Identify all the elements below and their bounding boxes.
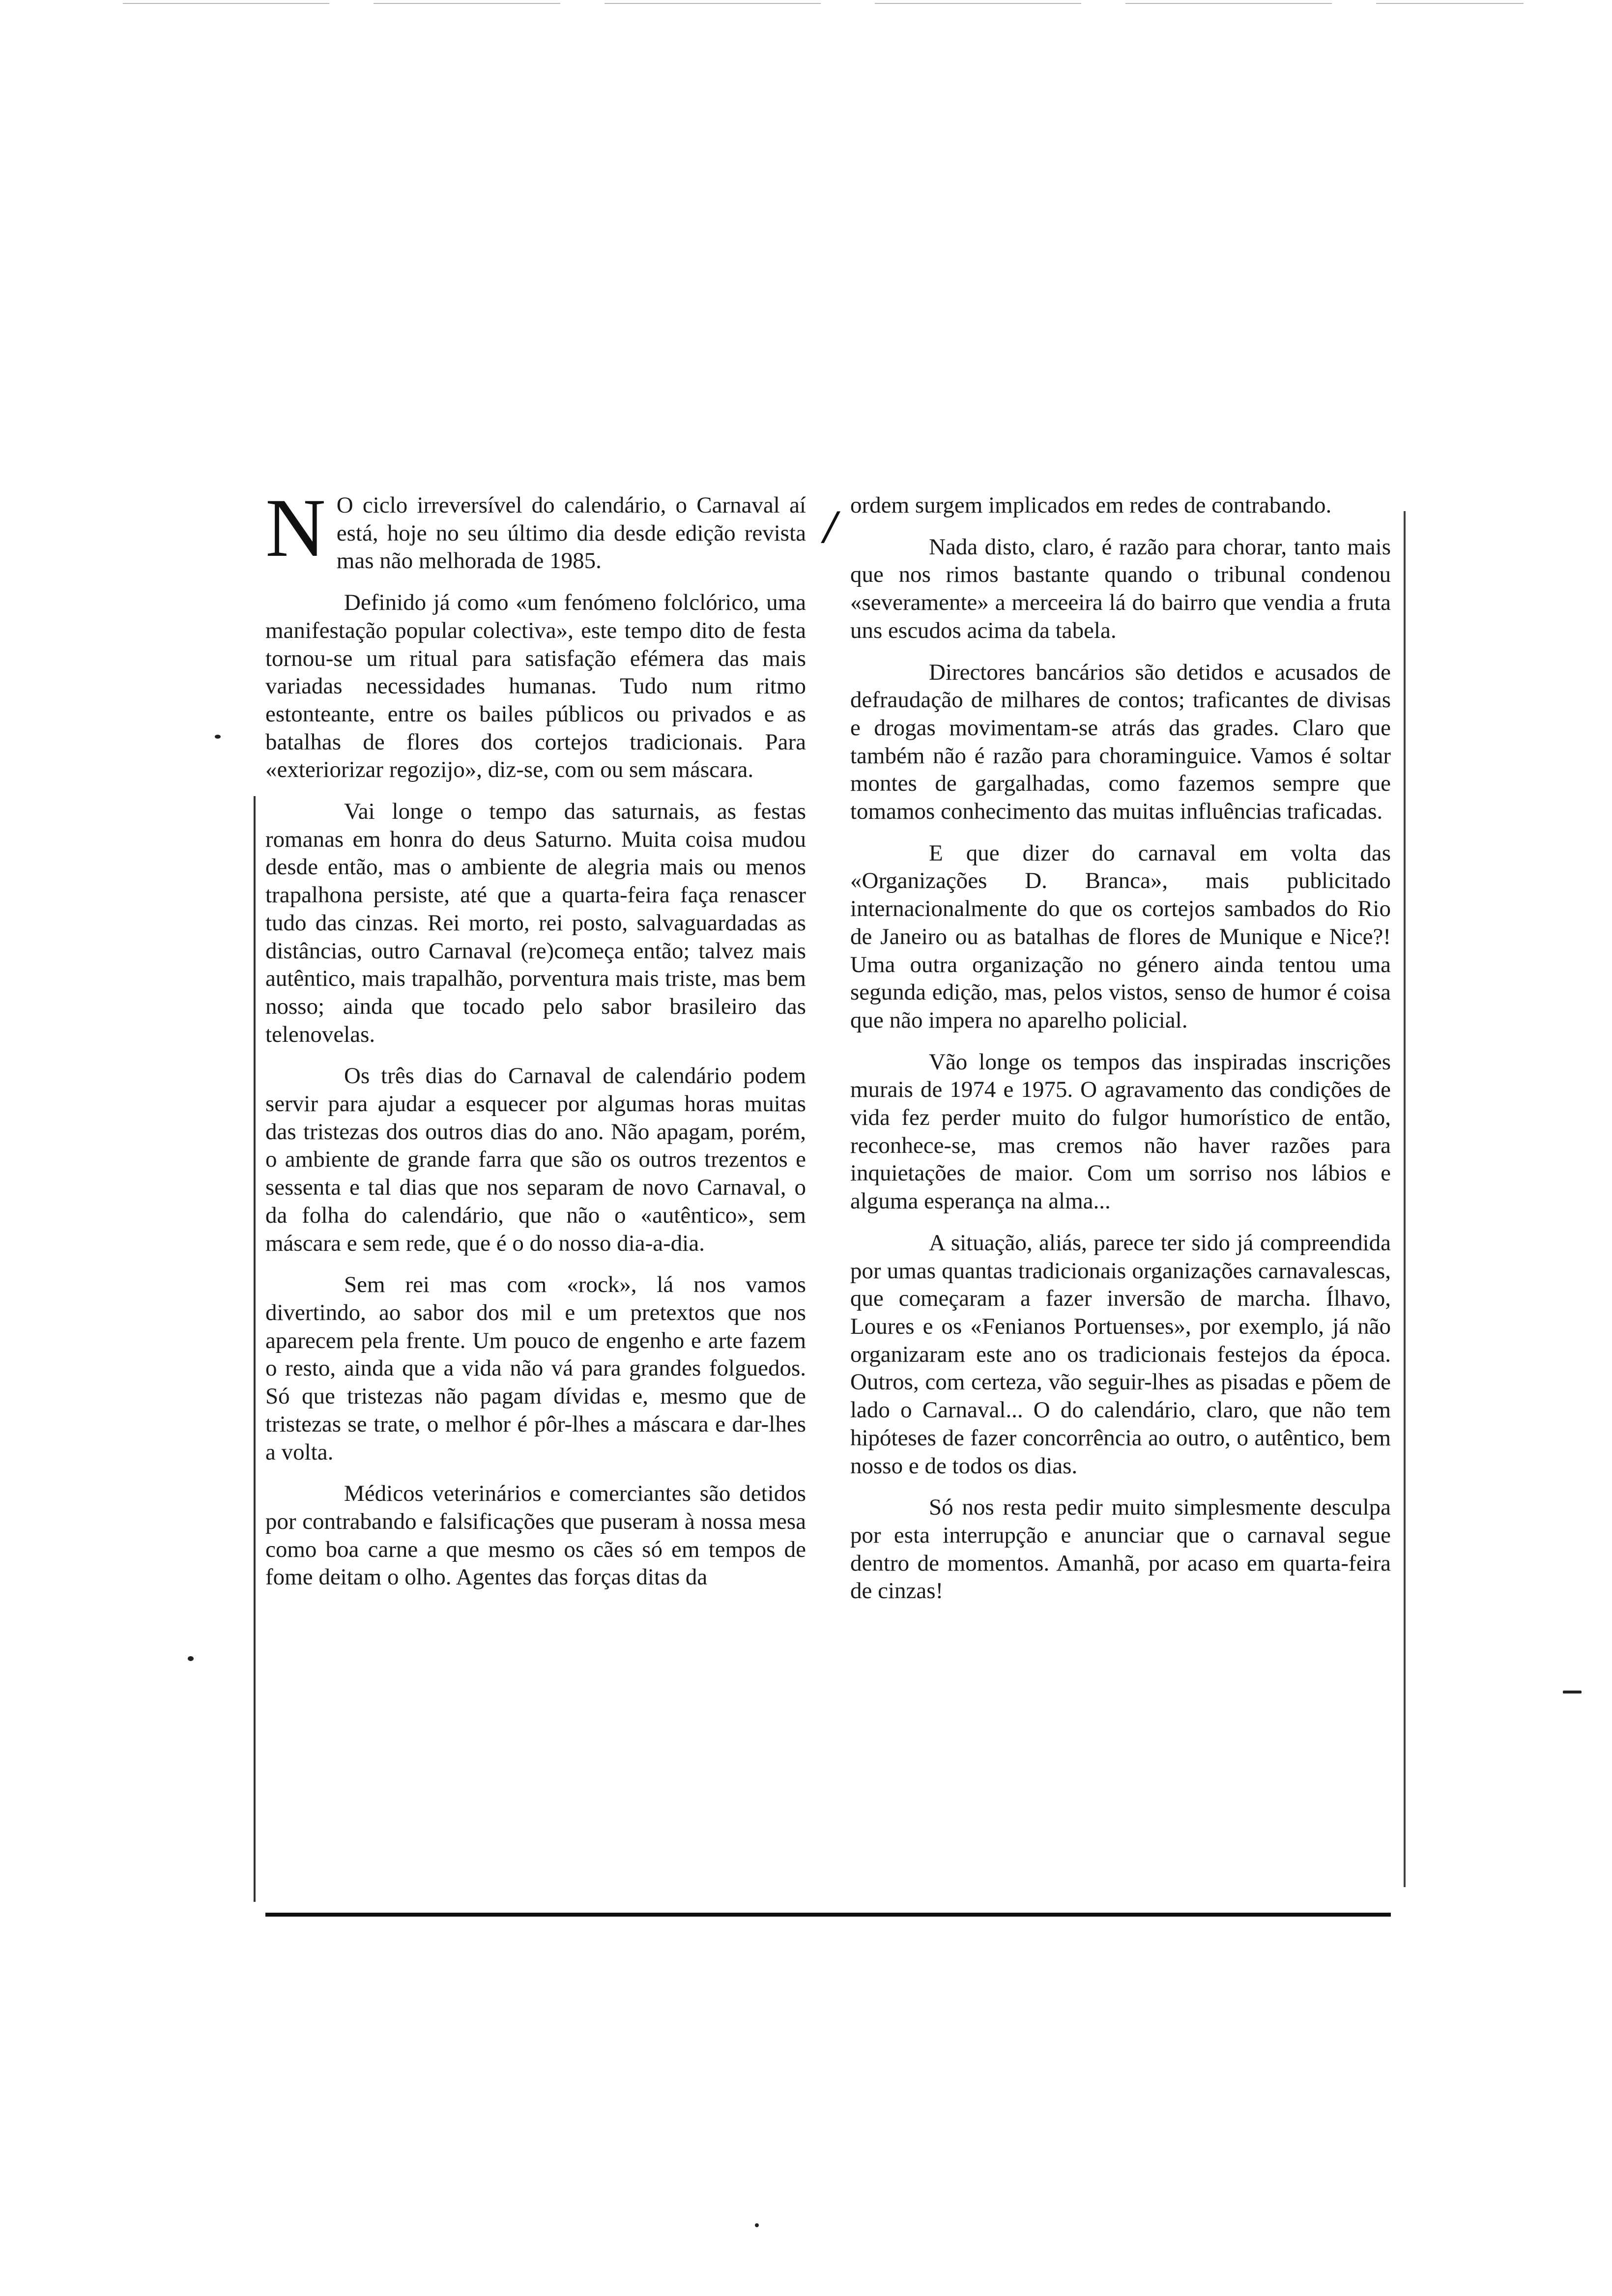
article-paragraph: Só nos resta pedir muito simplesmente desculpa por esta interrupção e anunciar que o carnaval segue dentro de momentos. Amanhã, por acaso em quarta-feira de cinzas! [850, 1494, 1391, 1604]
scan-edge-line [1125, 3, 1332, 4]
article-paragraph: A situação, aliás, parece ter sido já compreendida por umas quantas tradicionais organizações carnavalescas, que começaram a fazer inversão de marcha. Ílhavo, Loures e os «Fenianos Portuenses», por exemplo, já não organizaram este ano os tradicionais festejos da época. Outros, com certeza, vão seguir-lhes as pisadas e põem de lado o Carnaval... O do calendário, claro, que não tem hipóteses de fazer concorrência ao outro, o autêntico, bem nosso e de todos os dias. [850, 1230, 1391, 1479]
article-column-left [265, 482, 806, 1591]
scan-speck [215, 735, 221, 739]
scan-edge-line [875, 3, 1081, 4]
scan-edge-line [374, 3, 560, 4]
clipping-bottom-rule [265, 1913, 1391, 1917]
scan-speck [755, 2223, 759, 2227]
article-paragraph: Médicos veterinários e comerciantes são detidos por contrabando e falsificações que puseram à nossa mesa como boa carne a que mesmo os cães só em tempos de fome deitam o olho. Agentes das forças ditas da [265, 1481, 806, 1590]
article-paragraph: Sem rei mas com «rock», lá nos vamos divertindo, ao sabor dos mil e um pretextos que nos aparecem pela frente. Um pouco de engenho e arte fazem o resto, ainda que a vida não vá para grandes folguedos. Só que tristezas não pagam dívidas e, mesmo que de tristezas se trate, o melhor é pôr-lhes a máscara e dar-lhes a volta. [265, 1272, 806, 1465]
scan-speck [1563, 1691, 1582, 1693]
article-paragraph: Vai longe o tempo das saturnais, as festas romanas em honra do deus Saturno. Muita coisa mudou desde então, mas o ambiente de alegria mais ou menos trapalhona persiste, até que a quarta-feira faça renascer tudo das cinzas. Rei morto, rei posto, salvaguardadas as distâncias, outro Carnaval (re)começa então; talvez mais autêntico, mais trapalhão, porventura mais triste, mas bem nosso; ainda que tocado pelo sabor brasileiro das telenovelas. [265, 799, 806, 1047]
article-paragraph: E que dizer do carnaval em volta das «Organizações D. Branca», mais publicitado internacionalmente do que os cortejos sambados do Rio de Janeiro ou as batalhas de flores de Munique e Nice?! Uma outra organização no género ainda tentou uma segunda edição, mas, pelos vistos, senso de humor é coisa que não impera no aparelho policial. [850, 840, 1391, 1033]
article-paragraph: ordem surgem implicados em redes de contrabando. [850, 492, 1332, 518]
drop-cap: N [265, 482, 326, 574]
scan-speck [188, 1656, 194, 1661]
newspaper-article [265, 482, 1391, 1917]
article-paragraph: Definido já como «um fenómeno folclórico, uma manifestação popular colectiva», este tempo dito de festa tornou-se um ritual para satisfação efémera das mais variadas necessidades humanas. Tudo num ritmo estonteante, entre os bailes públicos ou privados e as batalhas de flores dos cortejos tradicionais. Para «exteriorizar regozijo», diz-se, com ou sem máscara. [265, 590, 806, 783]
ink-mark-separator: / [824, 500, 837, 553]
article-paragraph: Vão longe os tempos das inspiradas inscrições murais de 1974 e 1975. O agravamento das condições de vida fez perder muito do fulgor humorístico de então, reconhece-se, mas cremos não haver razões para inquietações de maior. Com um sorriso nos lábios e alguma esperança na alma... [850, 1049, 1391, 1214]
clipping-left-edge [254, 796, 256, 1902]
article-paragraph [265, 482, 806, 575]
scan-edge-line [123, 3, 329, 4]
clipping-right-edge [1404, 511, 1406, 1887]
scan-edge-line [604, 3, 821, 4]
article-paragraph: Nada disto, claro, é razão para chorar, tanto mais que nos rimos bastante quando o tribunal condenou «severamente» a merceeira lá do bairro que vendia a fruta uns escudos acima da tabela. [850, 534, 1391, 643]
article-column-right [850, 491, 1391, 1605]
scan-edge-line [1376, 3, 1524, 4]
paragraph-text: O ciclo irreversível do calendário, o Carnaval aí está, hoje no seu último dia desde edição revista mas não melhorada de 1985. [336, 492, 806, 574]
article-paragraph: Directores bancários são detidos e acusados de defraudação de milhares de contos; traficantes de divisas e drogas movimentam-se atrás das grades. Claro que também não é razão para choraminguice. Vamos é soltar montes de gargalhadas, como fazemos sempre que tomamos conhecimento das muitas influências traficadas. [850, 659, 1391, 825]
article-paragraph: Os três dias do Carnaval de calendário podem servir para ajudar a esquecer por algumas horas muitas das tristezas dos outros dias do ano. Não apagam, porém, o ambiente de grande farra que são os outros trezentos e sessenta e tal dias que nos separam de novo Carnaval, o da folha do calendário, que não o «autêntico», sem máscara e sem rede, que é o do nosso dia-a-dia. [265, 1063, 806, 1256]
